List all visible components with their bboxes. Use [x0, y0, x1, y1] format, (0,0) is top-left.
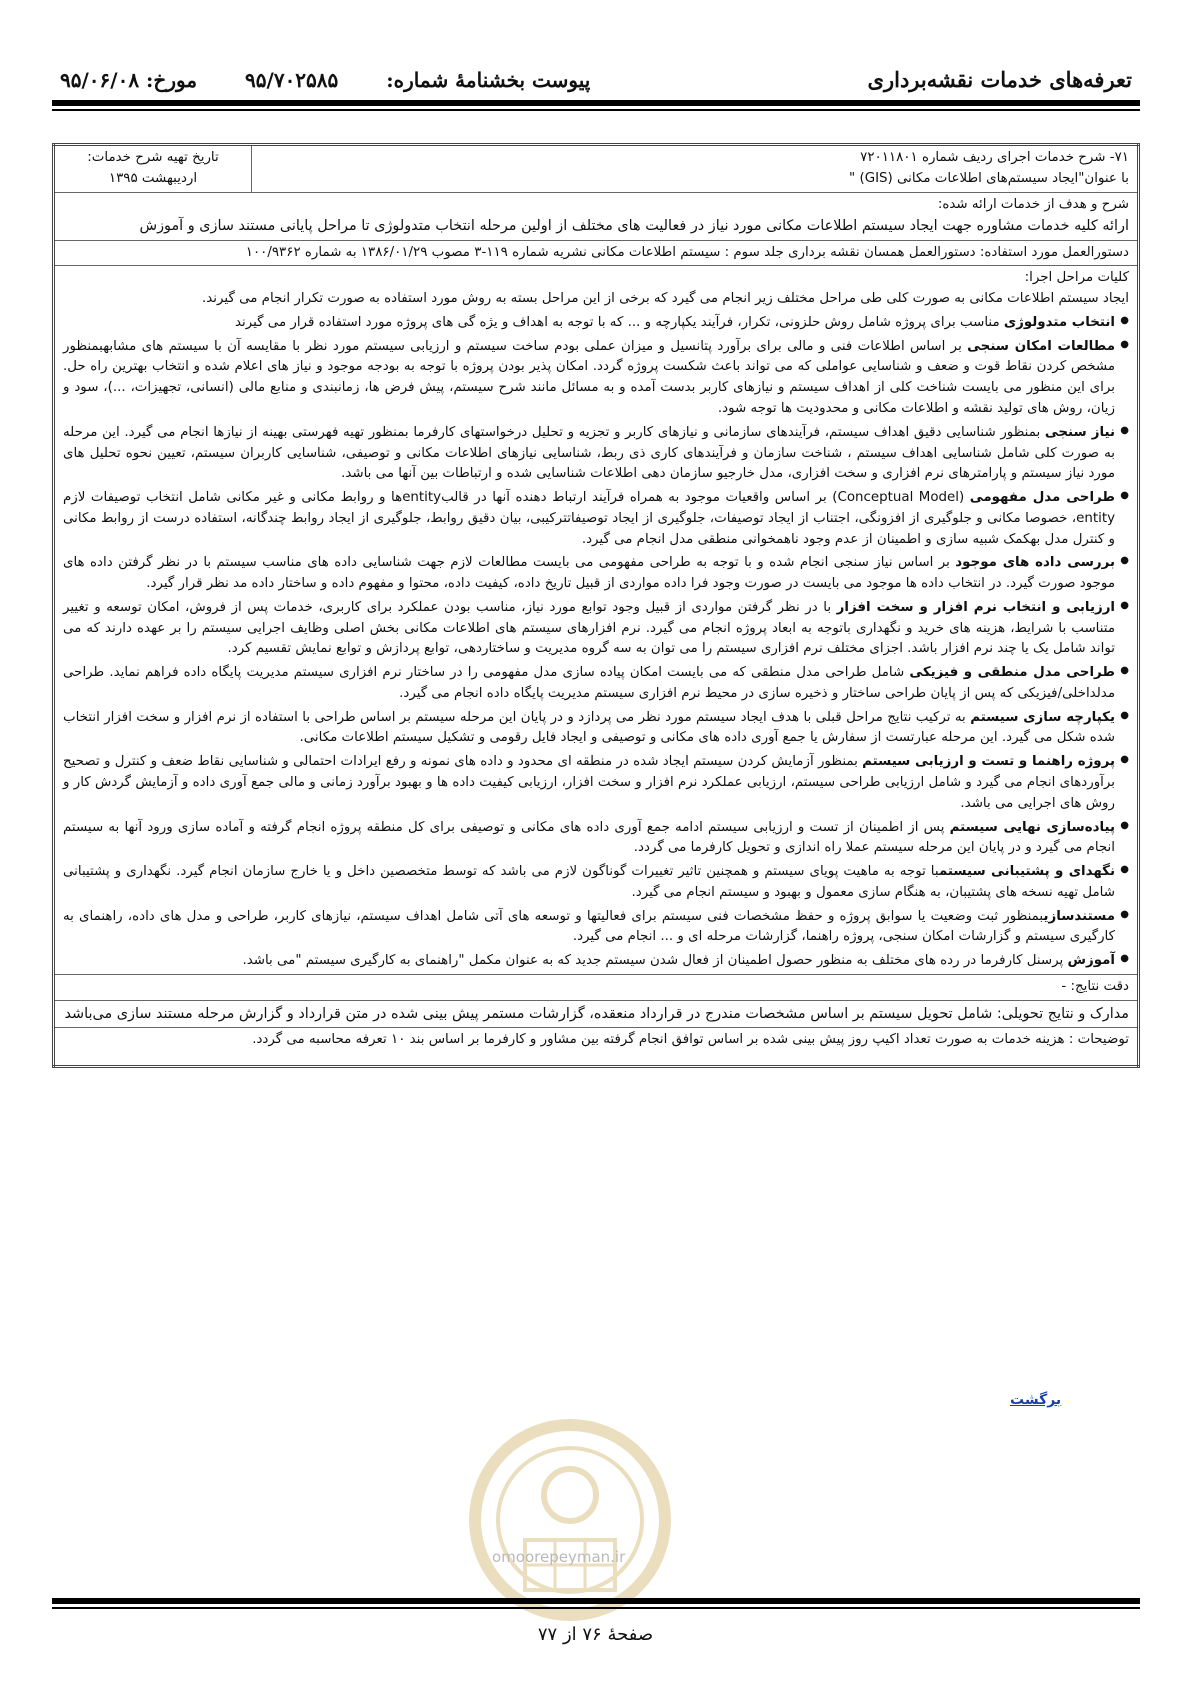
step-item: ● مستندسازیبمنظور ثبت وضعیت یا سوابق پروژه و حفظ مشخصات فنی سیستم برای فعالیتها و توسعه های آتی شامل اهداف سیستم، نیازهای کاربر، طراحی و مدل های داده، راهنمای به کارگیری سیستم و گزارشات امکان سنجی، پروژه راهنما، گزارشات مرحله ای و ... انجام می گیرد. [63, 907, 1129, 949]
steps-intro: ایجاد سیستم اطلاعات مکانی به صورت کلی طی مراحل مختلف زیر انجام می گیرد که برخی از این مراحل بسته به روش مورد استفاده به صورت تکرار انجام می گیرند. [202, 291, 1129, 307]
header-rule-thick [52, 100, 1140, 106]
step-item: ● انتخاب متدولوژی مناسب برای پروژه شامل روش حلزونی، تکرار، فرآیند یکپارچه و ... که با توجه به اهداف و یژه گی های پروژه مورد استفاده قرار می گیرند [63, 313, 1129, 334]
steps-cell [54, 266, 1139, 975]
step-item: ● پیاده‌سازی نهایی سیستم پس از اطمینان از تست و ارزیابی سیستم ادامه جمع آوری داده های مکانی و توصیفی برای کل منطقه پروژه انجام گرفته و آماده سازی ورود آنها به سیستم انجام می گیرد و در پایان این مرحله سیستم عملا راه اندازی و تحویل کارفرما می گردد. [63, 818, 1129, 860]
watermark-url: omoorepeyman.ir [492, 1548, 626, 1566]
step-item: ● طراحی مدل منطقی و فیزیکی شامل طراحی مدل منطقی که می بایست امکان پیاده سازی مدل مفهومی را در ساختار نرم افزاری سیستم مدیریت پایگاه داده فراهم نماید. طراحی مدلداخلی/فیزیکی که پس از پایان طراحی ساختار و ذخیره سازی در محیط نرم افزاری سیستم مدیریت پایگاه داده انجام می گیرد. [63, 663, 1129, 705]
step-item: ● نیاز سنجی بمنظور شناسایی دقیق اهداف سیستم، فرآیندهای سازمانی و نیازهای کاربر و تجزیه و تحلیل درخواستهای کارفرما بمنظور تهیه فهرستی بهینه از نیازها انجام می گیرد. این مرحله به صورت کلی شامل شناسایی اهداف سیستم ، شناخت سازمان و فرآیندهای کاری ذی ربط، شناسایی نیازهای اطلاعات مکانی و توصیفی، شناسایی کاربران سیستم، تعیین نحوه تحلیل های مورد نیاز سیستم و پارامترهای نرم افزاری و سخت افزاری، مدل خارجیو سازمان دهی اطلاعات شناسایی شده و ارتباطات بین آنها می باشد. [63, 423, 1129, 485]
notes-cell: توضیحات : هزینه خدمات به صورت تعداد اکیپ روز پیش بینی شده بر اساس توافق انجام گرفته بین مشاور و کارفرما بر اساس بند ۱۰ تعرفه محاسبه می گردد. [54, 1027, 1139, 1066]
header-circular [60, 68, 590, 92]
title-cell [252, 145, 1139, 193]
step-item: ● مطالعات امکان سنجی بر اساس اطلاعات فنی و مالی برای برآورد پتانسیل و میزان عملی بودم ساخت سیستم و ارزیابی سیستم مورد نظر با مقایسه آن با سیستم های مشابهبمنظور مشخص کردن نقاط قوت و ضعف و شناسایی عواملی که می تواند باعث شکست پروژه گردد. امکان پذیر بودن پروژه با توجه به بودجه موجود و نیاز های اعلام شده و انتخاب بهترین راه حل. برای این منظور می بایست شناخت کلی از اهداف سیستم و نیازهای کاربر بدست آمده و به مسائل مانند شرح سیستم، پیش فرض ها، زمانبندی و منابع مالی (انسانی، تجهیزات، ...)، سود و زیان، روش های تولید نقشه و اطلاعات مکانی و محدودیت ها توجه شود. [63, 337, 1129, 420]
prep-date-cell [54, 145, 252, 193]
service-title-line: با عنوان"ایجاد سیستم‌های اطلاعات مکانی (GIS) " [849, 170, 1129, 186]
step-item: ● طراحی مدل مفهومی (Conceptual Model) بر اساس واقعیات موجود به همراه فرآیند ارتباط دهنده آنها در قالبentityها و روابط مکانی و غیر مکانی شامل انتخاب توصیفات لازم entity، خصوصا مکانی و جلوگیری از افزونگی، اجتناب از ایجاد توصیفات، جلوگیری از ایجاد توصیفاتترکیبی، بیان دقیق روابط، جلوگیری از ایجاد روابط چندگانه، استفاده درست از روابط مکانی و کنترل مدل بهکمک شبیه سازی و اطمینان از عدم وجود ناهمخوانی منطقی مدل انجام می گیرد. [63, 488, 1129, 550]
step-item: ● ارزیابی و انتخاب نرم افزار و سخت افزار با در نظر گرفتن مواردی از قبیل وجود توابع مورد نیاز، مناسب بودن عملکرد برای کاربری، خدمات پس از فروش، امکان توسعه و تغییر متناسب با شرایط، هزینه های خرید و نگهداری باتوجه به ابعاد پروژه انجام می گیرد. نرم افزارهای سیستم های اطلاعات مکانی بخش اصلی وظایف اجرایی سیستم را بر عهده دارند که می تواند شامل یک یا چند نرم افزار باشد. اجزای مختلف نرم افزاری سیستم را می توان به سه گروه مدیریت و ساختاردهی، توابع پردازش و توابع نمایش تقسیم کرد. [63, 598, 1129, 660]
header-rule-thin [52, 109, 1140, 111]
purpose-cell [54, 192, 1139, 240]
step-item: ● یکپارچه سازی سیستم به ترکیب نتایج مراحل قبلی با هدف ایجاد سیستم مورد نظر می پردازد و در پایان این مرحله سیستم بر اساس طراحی با استفاده از نرم افزار و سخت افزار انتخاب شده شکل می گیرد. این مرحله عبارتست از سفارش یا جمع آوری داده های مکانی و توصیفی و ایجاد فایل رقومی و تشکیل سیستم اطلاعات مکانی. [63, 708, 1129, 750]
prep-date-label: تاریخ تهیه شرح خدمات: [87, 150, 219, 165]
step-item: ● آموزش پرسنل کارفرما در رده های مختلف به منظور حصول اطمینان از فعال شدن سیستم جدید که به عنوان مکمل "راهنمای به کارگیری سیستم "می باشد. [63, 951, 1129, 972]
accuracy-cell: دقت نتایج: - [54, 974, 1139, 1000]
document-page [52, 50, 1140, 1068]
footer-rule-thick [52, 1598, 1140, 1604]
footer-rule-thin [52, 1607, 1140, 1609]
header-date-label: مورخ: [146, 68, 198, 92]
header-title: تعرفه‌های خدمات نقشه‌برداری [867, 67, 1132, 92]
step-item: ● بررسی داده های موجود بر اساس نیاز سنجی انجام شده و با توجه به طراحی مفهومی می بایست مطالعات لازم جهت شناسایی داده های مناسب سیستم با در نظر گرفتن داده های موجود صورت گیرد. در انتخاب داده ها موجود می بایست در صورت وجود فرا داده مواردی از قبیل تاریخ داده، کیفیت داده، محتوا و مفهوم داده و ساختار داده مد نظر قرار گیرد. [63, 553, 1129, 595]
header-number: ۹۵/۷۰۲۵۸۵ [245, 68, 339, 92]
service-description-table [52, 143, 1140, 1068]
watermark-seal [455, 1400, 685, 1660]
step-item: ● پروژه راهنما و تست و ارزیابی سیستم بمنظور آزمایش کردن سیستم ایجاد شده در منطقه ای محدود و داده های نمونه و رفع ایرادات احتمالی و شناسایی نقاط ضعف و کنترل و تصحیح برآوردهای انجام می گیرد و شامل ارزیابی طراحی سیستم، ارزیابی عملکرد نرم افزار و سخت افزار، ارزیابی کیفیت داده ها و بهبود برآورد زمانی و مالی جمع آوری داده و آزمایش گردش کار و روش های اجرایی می باشد. [63, 752, 1129, 814]
header-date: ۹۵/۰۶/۰۸ [60, 68, 140, 92]
back-link[interactable]: برگشت [1010, 1392, 1062, 1408]
page-header [52, 50, 1140, 92]
prep-date-value: اردیبهشت ۱۳۹۵ [108, 170, 198, 186]
step-item: ● نگهدای و پشتیبانی سیستمبا توجه به ماهیت پویای سیستم و همچنین تاثیر تغییرات گوناگون لازم می باشد که توسط متخصصین داخل و یا خارج سازمان انجام گیرد. نگهداری و پشتیبانی شامل تهیه نسخه های پشتیبان، به هنگام سازی معمول و بهبود و سیستم انجام می گیرد. [63, 862, 1129, 904]
page-number: صفحهٔ ۷۶ از ۷۷ [537, 1624, 654, 1645]
purpose-label: شرح و هدف از خدمات ارائه شده: [937, 196, 1129, 212]
deliverables-cell: مدارک و نتایج تحویلی: شامل تحویل سیستم بر اساس مشخصات مندرج در قرارداد منعقده، گزارشات مستمر پیش بینی شده در متن قرارداد و گزارش مرحله مستند سازی می‌باشد [54, 1000, 1139, 1027]
steps-label: کلیات مراحل اجرا: [1024, 270, 1129, 286]
row-number-line: ۷۱- شرح خدمات اجرای ردیف شماره ۷۲۰۱۱۸۰۱ [860, 150, 1129, 165]
steps-list [63, 313, 1129, 972]
reference-cell: دستورالعمل مورد استفاده: دستورالعمل همسان نقشه برداری جلد سوم : سیستم اطلاعات مکانی نشریه شماره ۱۱۹-۳ مصوب ۱۳۸۶/۰۱/۲۹ به شماره ۱۰۰/۹۳۶۲ [54, 240, 1139, 266]
purpose-text: ارائه کلیه خدمات مشاوره جهت ایجاد سیستم اطلاعات مکانی مورد نیاز در فعالیت های مختلف از اولین مرحله انتخاب متدولوژی تا مراحل پایانی مستند سازی و آموزش [139, 218, 1129, 235]
header-attachment-label: پیوست بخشنامهٔ شماره: [386, 68, 591, 92]
